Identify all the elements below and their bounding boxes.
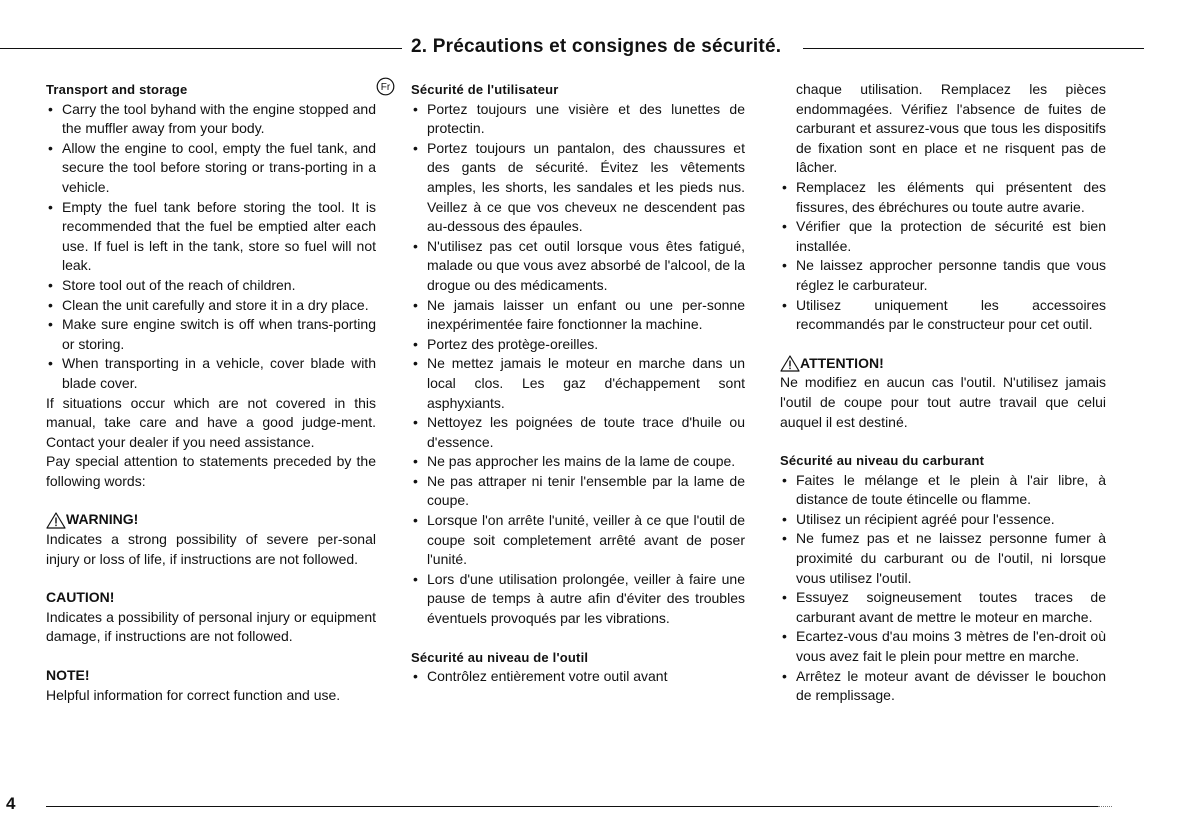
column-english <box>46 80 376 705</box>
list-item: • Portez toujours un pantalon, des chaussures et des gants de sécurité. Évitez les vêtements amples, les shorts, les sandales et les pieds nus. Veillez à ce que vos cheveux ne descendent pas au-dessous des épaules. <box>411 139 745 237</box>
transport-storage-list <box>46 100 376 394</box>
continued-paragraph: chaque utilisation. Remplacez les pièces endommagées. Vérifiez l'absence de fuites de carburant et assurez-vous que tous les dispositifs de fixation sont en place et ne risquent pas de lâcher. <box>796 81 1106 176</box>
list-item: • N'utilisez pas cet outil lorsque vous êtes fatigué, malade ou que vous avez absorbé de l'alcool, de la drogue ou des médicaments. <box>411 237 745 296</box>
warning-triangle-icon <box>780 355 800 372</box>
list-item: • Lors d'une utilisation prolongée, veiller à faire une pause de temps à autre afin d'éviter des troubles éventuels provoqués par les vibrations. <box>411 570 745 629</box>
list-item: • Vérifier que la protection de sécurité est bien installée. <box>780 217 1106 256</box>
list-item: • Empty the fuel tank before storing the tool. It is recommended that the fuel be emptied alter each use. If fuel is left in the tank, store so fuel will not leak. <box>46 198 376 276</box>
list-item: • Essuyez soigneusement toutes traces de carburant avant de mettre le moteur en marche. <box>780 588 1106 627</box>
warning-text: Indicates a strong possibility of severe per-sonal injury or loss of life, if instructions are not followed. <box>46 531 376 567</box>
tool-safety-list-continued <box>780 178 1106 335</box>
list-item: • Faites le mélange et le plein à l'air libre, à distance de toute étincelle ou flamme. <box>780 471 1106 510</box>
list-item: • Clean the unit carefully and store it in a dry place. <box>46 296 376 316</box>
tool-safety-heading: Sécurité au niveau de l'outil <box>411 649 589 665</box>
section-header <box>0 36 1160 62</box>
list-item: • When transporting in a vehicle, cover blade with blade cover. <box>46 354 376 393</box>
footer-rule <box>46 806 1098 807</box>
list-item: • Ne laissez approcher personne tandis que vous réglez le carburateur. <box>780 256 1106 295</box>
list-item: • Ne jamais laisser un enfant ou une per-sonne inexpérimentée faire fonctionner la machine. <box>411 296 745 335</box>
caution-text: Indicates a possibility of personal injury or equipment damage, if instructions are not followed. <box>46 608 376 645</box>
page-title: 2. Précautions et consignes de sécurité. <box>411 36 782 57</box>
attention-paragraph: Pay special attention to statements preceded by the following words: <box>46 453 376 489</box>
tool-safety-list <box>411 667 745 687</box>
french-language-icon <box>376 77 395 96</box>
french-badge-text: Fr <box>380 82 391 94</box>
list-item: • Arrêtez le moteur avant de dévisser le bouchon de remplissage. <box>780 667 1106 706</box>
transport-storage-heading: Transport and storage <box>46 82 188 97</box>
fuel-safety-heading: Sécurité au niveau du carburant <box>780 453 985 469</box>
list-item: • Make sure engine switch is off when trans-porting or storing. <box>46 315 376 354</box>
list-item: • Portez toujours une visière et des lunettes de protectin. <box>411 100 745 139</box>
note-text: Helpful information for correct function and use. <box>46 686 341 703</box>
user-safety-heading: Sécurité de l'utilisateur <box>411 82 559 97</box>
list-item: • Ecartez-vous d'au moins 3 mètres de l'en-droit où vous avez fait le plein pour mettre en marche. <box>780 627 1106 666</box>
list-item: • Portez des protège-oreilles. <box>411 335 745 355</box>
list-item: • Utilisez un récipient agréé pour l'essence. <box>780 510 1106 530</box>
header-rule-right <box>803 48 1144 49</box>
warning-label: WARNING! <box>66 511 139 528</box>
list-item: • Lorsque l'on arrête l'unité, veiller à ce que l'outil de coupe soit completement arrêté avant de poser l'unité. <box>411 511 745 570</box>
list-item: • Contrôlez entièrement votre outil avant <box>411 667 745 687</box>
list-item: • Allow the engine to cool, empty the fuel tank, and secure the tool before storing or trans-porting in a vehicle. <box>46 139 376 198</box>
attention-label: ATTENTION! <box>800 354 884 371</box>
header-rule-left <box>0 48 402 49</box>
list-item: • Nettoyez les poignées de toute trace d'huile ou d'essence. <box>411 413 745 452</box>
attention-heading <box>780 354 1106 374</box>
note-label: NOTE! <box>46 667 90 684</box>
list-item: • Remplacez les éléments qui présentent des fissures, des ébréchures ou toute autre avarie. <box>780 178 1106 217</box>
fuel-safety-list <box>780 471 1106 706</box>
caution-label: CAUTION! <box>46 589 115 606</box>
column-french-continued <box>780 80 1106 706</box>
list-item: • Ne mettez jamais le moteur en marche dans un local clos. Les gaz d'échappement sont asphyxiants. <box>411 354 745 413</box>
column-french-user-safety <box>411 80 745 687</box>
warning-triangle-icon <box>46 512 66 529</box>
warning-heading <box>46 510 376 530</box>
page-number: 4 <box>6 794 16 813</box>
attention-text: Ne modifiez en aucun cas l'outil. N'utilisez jamais l'outil de coupe pour tout autre travail que celui auquel il est destiné. <box>780 374 1106 430</box>
user-safety-list <box>411 100 745 629</box>
list-item: • Carry the tool byhand with the engine stopped and the muffler away from your body. <box>46 100 376 139</box>
list-item: • Utilisez uniquement les accessoires recommandés par le constructeur pour cet outil. <box>780 296 1106 335</box>
list-item: • Ne pas approcher les mains de la lame de coupe. <box>411 452 745 472</box>
list-item: • Store tool out of the reach of children. <box>46 276 376 296</box>
list-item: • Ne pas attraper ni tenir l'ensemble par la lame de coupe. <box>411 472 745 511</box>
judgement-paragraph: If situations occur which are not covered in this manual, take care and have a good judge-ment. Contact your dealer if you need assistance. <box>46 394 376 450</box>
list-item: • Ne fumez pas et ne laissez personne fumer à proximité du carburant ou de l'outil, ni lorsque vous utilisez l'outil. <box>780 529 1106 588</box>
footer-rule-dotted <box>1098 806 1112 807</box>
